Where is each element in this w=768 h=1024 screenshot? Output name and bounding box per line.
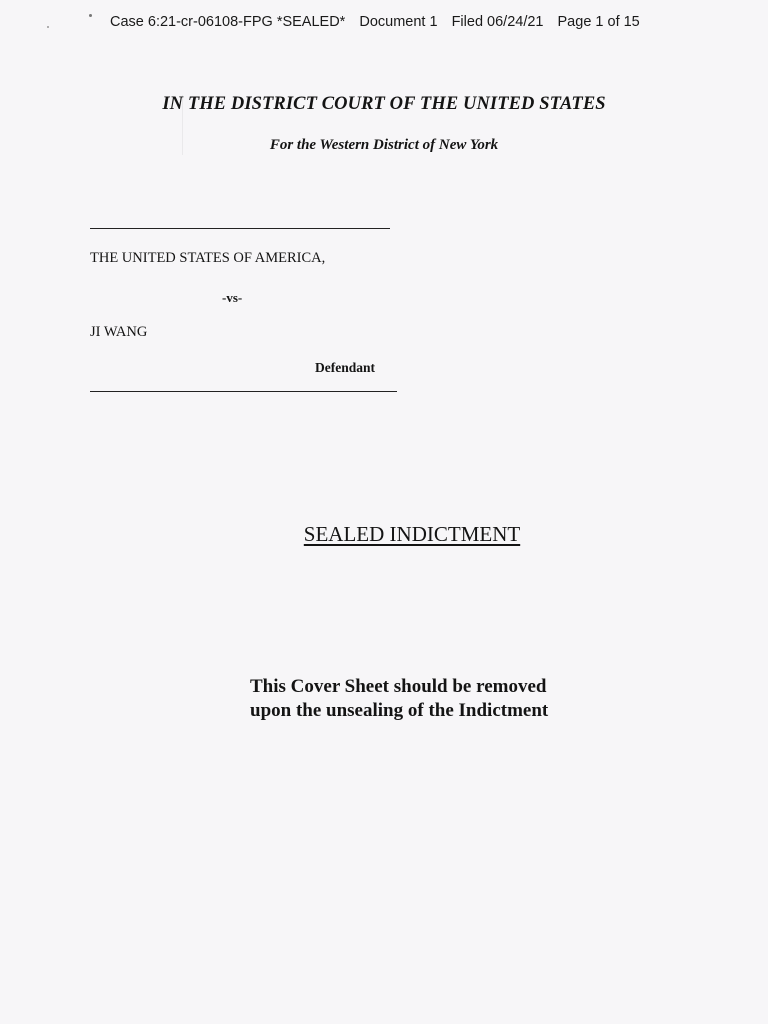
court-title: IN THE DISTRICT COURT OF THE UNITED STATES <box>162 94 606 114</box>
document-number: Document 1 <box>359 14 438 30</box>
cover-note-line: upon the unsealing of the Indictment <box>250 700 549 721</box>
defendant-label: Defendant <box>315 360 375 375</box>
caption-rule-top <box>90 228 390 229</box>
case-number: Case 6:21-cr-06108-FPG *SEALED* <box>110 14 346 30</box>
cover-note <box>250 675 548 723</box>
ecf-header <box>110 14 650 30</box>
filed-date: Filed 06/24/21 <box>451 14 544 30</box>
plaintiff: THE UNITED STATES OF AMERICA, <box>90 250 326 266</box>
defendant-name: JI WANG <box>90 324 148 340</box>
caption-rule-bottom <box>90 391 397 392</box>
cover-note-line: This Cover Sheet should be removed <box>250 676 547 697</box>
court-district: For the Western District of New York <box>269 137 499 153</box>
document-title: SEALED INDICTMENT <box>303 522 521 546</box>
versus: -vs- <box>222 290 243 305</box>
page-indicator: Page 1 of 15 <box>557 14 640 30</box>
scan-speck <box>89 14 92 17</box>
scan-speck <box>47 26 49 28</box>
